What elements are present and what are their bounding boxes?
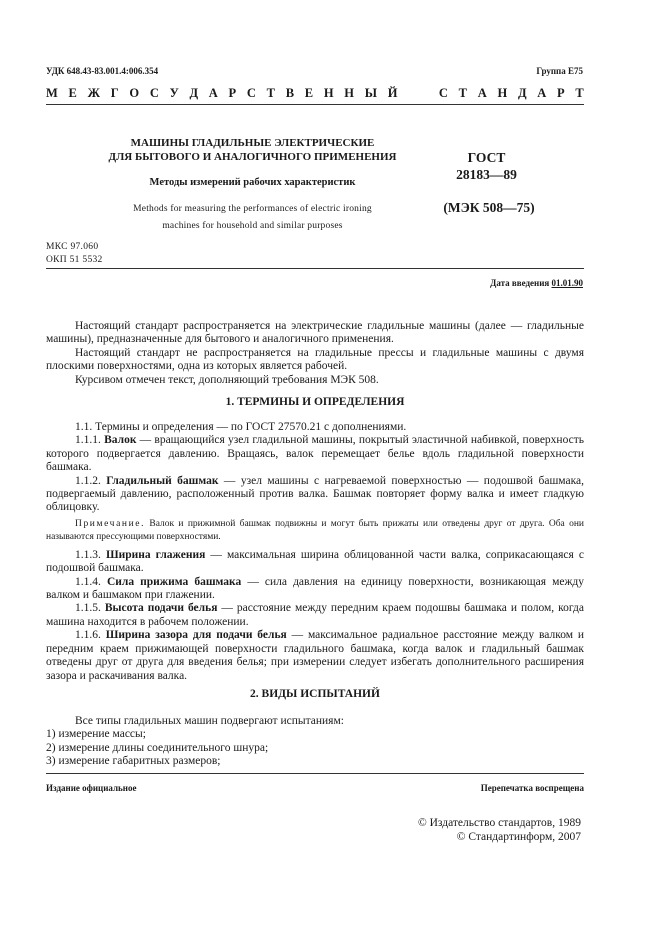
- section-heading: 1. ТЕРМИНЫ И ОПРЕДЕЛЕНИЯ: [225, 396, 405, 408]
- edition-label: Издание официальное: [46, 783, 137, 793]
- list-item: 2) измерение длины соединительного шнура;: [46, 741, 269, 754]
- paragraph-1-1-1: 1.1.1. Валок — вращающийся узел гладильной машины, покрытый эластичной набивкой, поверхность которого подвергается давлению. Вращаясь, валок перемещает белье вдоль гладильной поверхности башмака.: [46, 434, 584, 474]
- gost-designation: ГОСТ 28183—89: [456, 150, 517, 182]
- codes-rule: [46, 268, 584, 269]
- section-2-body: [46, 715, 584, 769]
- footer: [46, 783, 584, 793]
- iec-reference: (МЭК 508—75): [443, 200, 535, 215]
- list-item: 1) измерение массы;: [46, 728, 146, 741]
- paragraph-1-1-6: 1.1.6. Ширина зазора для подачи белья — максимальное радиальное расстояние между валком и передним краем прижимающей поверхности гладильного башмака, когда валок и гладильный башмак отведены друг от друга для введения белья; при измерении следует избегать дополнительного расширения зазора и раскачивания валка.: [46, 629, 585, 682]
- okp-code: ОКП 51 5532: [46, 255, 103, 265]
- list-item: 3) измерение габаритных размеров;: [46, 755, 221, 768]
- section-heading: 2. ВИДЫ ИСПЫТАНИЙ: [250, 688, 380, 700]
- group-code: Группа Е75: [536, 66, 583, 76]
- intro-text: [46, 320, 584, 387]
- list-lead: Все типы гладильных машин подвергают испытаниям:: [75, 715, 344, 727]
- paragraph-1-1-5: 1.1.5. Высота подачи белья — расстояние между передним краем подошвы башмака и полом, когда машина находится в рабочем положении.: [46, 602, 584, 628]
- paragraph-1-1-3: 1.1.3. Ширина глажения — максимальная ширина облицованной части валка, соприкасающаяся с подошвой башмака.: [46, 548, 584, 575]
- paragraph-1-1-2: 1.1.2. Гладильный башмак — узел машины с нагреваемой поверхностью — подошвой башмака, подвергаемый давлению, расположенный против валка. Башмак повторяет форму валка и имеет гладкую облицовку.: [46, 474, 584, 514]
- title-block: [60, 136, 445, 235]
- intro-paragraph: Курсивом отмечен текст, дополняющий требования МЭК 508.: [75, 373, 379, 386]
- effective-date: Дата введения 01.01.90: [490, 278, 583, 288]
- copyright: © Издательство стандартов, 1989 © Стандартинформ, 2007: [417, 817, 581, 843]
- document-title: МАШИНЫ ГЛАДИЛЬНЫЕ ЭЛЕКТРИЧЕСКИЕ ДЛЯ БЫТОВОГО И АНАЛОГИЧНОГО ПРИМЕНЕНИЯ: [108, 137, 397, 163]
- udk-code: УДК 648.43-83.001.4:006.354: [46, 66, 159, 76]
- note: Примечание. Валок и прижимной башмак подвижны и могут быть прижаты или отведены друг от друга. Оба они называются прессующими поверхностями.: [46, 518, 584, 542]
- document-subtitle: Методы измерений рабочих характеристик: [149, 177, 356, 188]
- mks-code: МКС 97.060: [46, 242, 99, 252]
- intro-paragraph: Настоящий стандарт распространяется на электрические гладильные машины (далее — гладильные машины), предназначенные для бытового и аналогичного применения.: [46, 320, 584, 346]
- header-rule: [46, 104, 584, 105]
- paragraph-1-1-4: 1.1.4. Сила прижима башмака — сила давления на единицу поверхности, возникающая между валком и башмаком при глажении.: [46, 575, 584, 602]
- reprint-notice: Перепечатка воспрещена: [480, 783, 584, 793]
- english-title: Methods for measuring the performances of electric ironing machines for household and similar purposes: [133, 204, 372, 231]
- intro-paragraph: Настоящий стандарт не распространяется на гладильные прессы и гладильные машины с двумя плоскими поверхностями, одна из которых является рабочей.: [46, 346, 584, 373]
- footer-rule: [46, 773, 584, 774]
- interstate-standard-heading: М Е Ж Г О С У Д А Р С Т В Е Н Н Ы Й С Т А Н Д А Р Т: [46, 86, 584, 100]
- classification-codes: [46, 241, 103, 267]
- paragraph-1-1: 1.1. Термины и определения — по ГОСТ 27570.21 с дополнениями.: [75, 421, 407, 433]
- section-1-body: [46, 421, 584, 683]
